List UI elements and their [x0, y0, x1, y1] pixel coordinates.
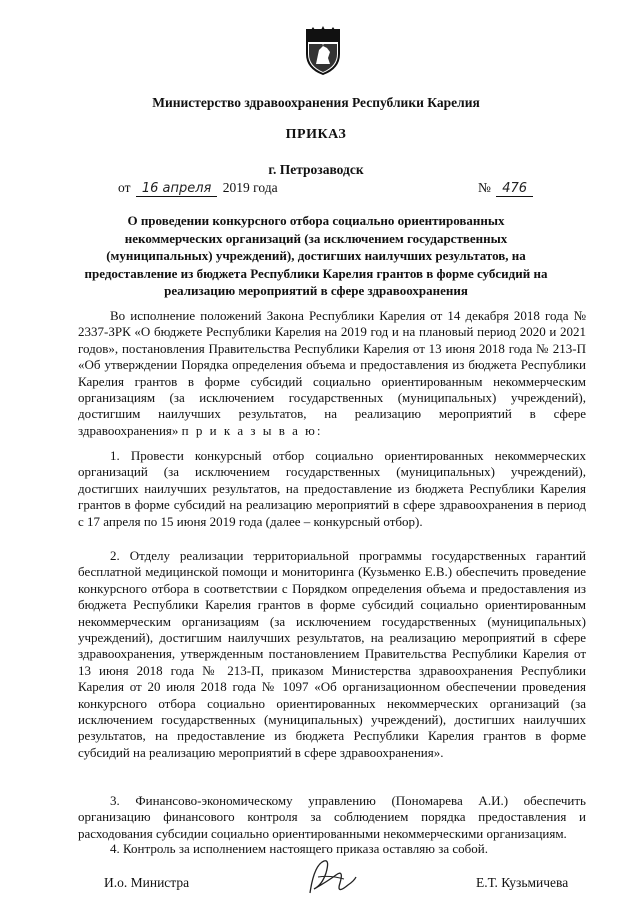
handwritten-signature-icon: [300, 855, 360, 900]
signatory-position: И.о. Министра: [104, 875, 190, 890]
signatory-name: Е.Т. Кузьмичева: [476, 875, 569, 890]
date-suffix: 2019 года: [222, 180, 278, 195]
handwritten-number: 476: [496, 181, 533, 197]
document-type: ПРИКАЗ: [285, 127, 347, 142]
document-title: О проведении конкурсного отбора социально ориентированных некоммерческих организаций (за исключением государственных (муниципальных) учреждений), достигших наилучших результатов, на предоставление из бюджета Республики Карелия грантов в форме субсидий на реализацию мероприятий в сфере здравоохранения: [84, 213, 548, 299]
handwritten-date: 16 апреля: [136, 181, 218, 197]
date-prefix: от: [118, 180, 131, 195]
document-city: г. Петрозаводск: [268, 162, 364, 177]
paragraph-3: 3. Финансово-экономическому управлению (Пономарева А.И.) обеспечить организацию финансового контроля за соблюдением порядка предоставления и расходования субсидии социально ориентированными некоммерческими организациям.: [78, 793, 586, 841]
paragraph-2: 2. Отделу реализации территориальной программы государственных гарантий бесплатной медицинской помощи и мониторинга (Кузьменко Е.В.) обеспечить проведение конкурсного отбора в соответствии с Порядком определения объема и предоставления из бюджета Республики Карелия грантов в форме субсидий социально ориентированным некоммерческим организациям (за исключением государственных (муниципальных) учреждений), достигшим наилучших результатов, на реализацию мероприятий в сфере здравоохранения, утвержденным постановлением Правительства Республики Карелия от 13 июня 2018 года № 213-П, приказом Министерства здравоохранения Республики Карелия от 20 июля 2018 года № 1097 «Об организационном обеспечении проведения конкурсного отбора социально ориентированных некоммерческих организаций (за исключением государственных (муниципальных) учреждений), достигших наилучших результатов, на предоставление из бюджета Республики Карелия грантов в форме субсидий на реализацию мероприятий в сфере здравоохранения».: [78, 548, 586, 760]
coat-of-arms-icon: [303, 26, 343, 76]
command-word: п р и к а з ы в а ю:: [181, 422, 323, 438]
paragraph-1: 1. Провести конкурсный отбор социально ориентированных некоммерческих организаций (за исключением государственных (муниципальных) учреждений), достигших наилучших результатов, на предоставление из бюджета Республики Карелия грантов в форме субсидий на реализацию мероприятий в сфере здравоохранения в период с 17 апреля по 15 июня 2019 года (далее – конкурсный отбор).: [78, 448, 586, 529]
number-label: №: [478, 180, 491, 195]
document-number: [478, 180, 535, 197]
paragraph-intro: [78, 308, 586, 439]
document-date: [118, 180, 278, 197]
ministry-name: Министерство здравоохранения Республики Карелия: [152, 95, 480, 110]
intro-text: Во исполнение положений Закона Республики Карелия от 14 декабря 2018 года № 2337-ЗРК «О бюджете Республики Карелия на 2019 год и на плановый период 2020 и 2021 годов», постановления Правительства Республики Карелия от 13 июня 2018 года № 213-П «Об утверждении Порядка определения объема и предоставления из бюджета Республики Карелия грантов в форме субсидий социально ориентированным некоммерческим организациям (за исключением государственных (муниципальных) учреждений), достигшим наилучших результатов, на реализацию мероприятий в сфере здравоохранения»: [78, 308, 586, 438]
paragraph-4: 4. Контроль за исполнением настоящего приказа оставляю за собой.: [110, 841, 488, 856]
